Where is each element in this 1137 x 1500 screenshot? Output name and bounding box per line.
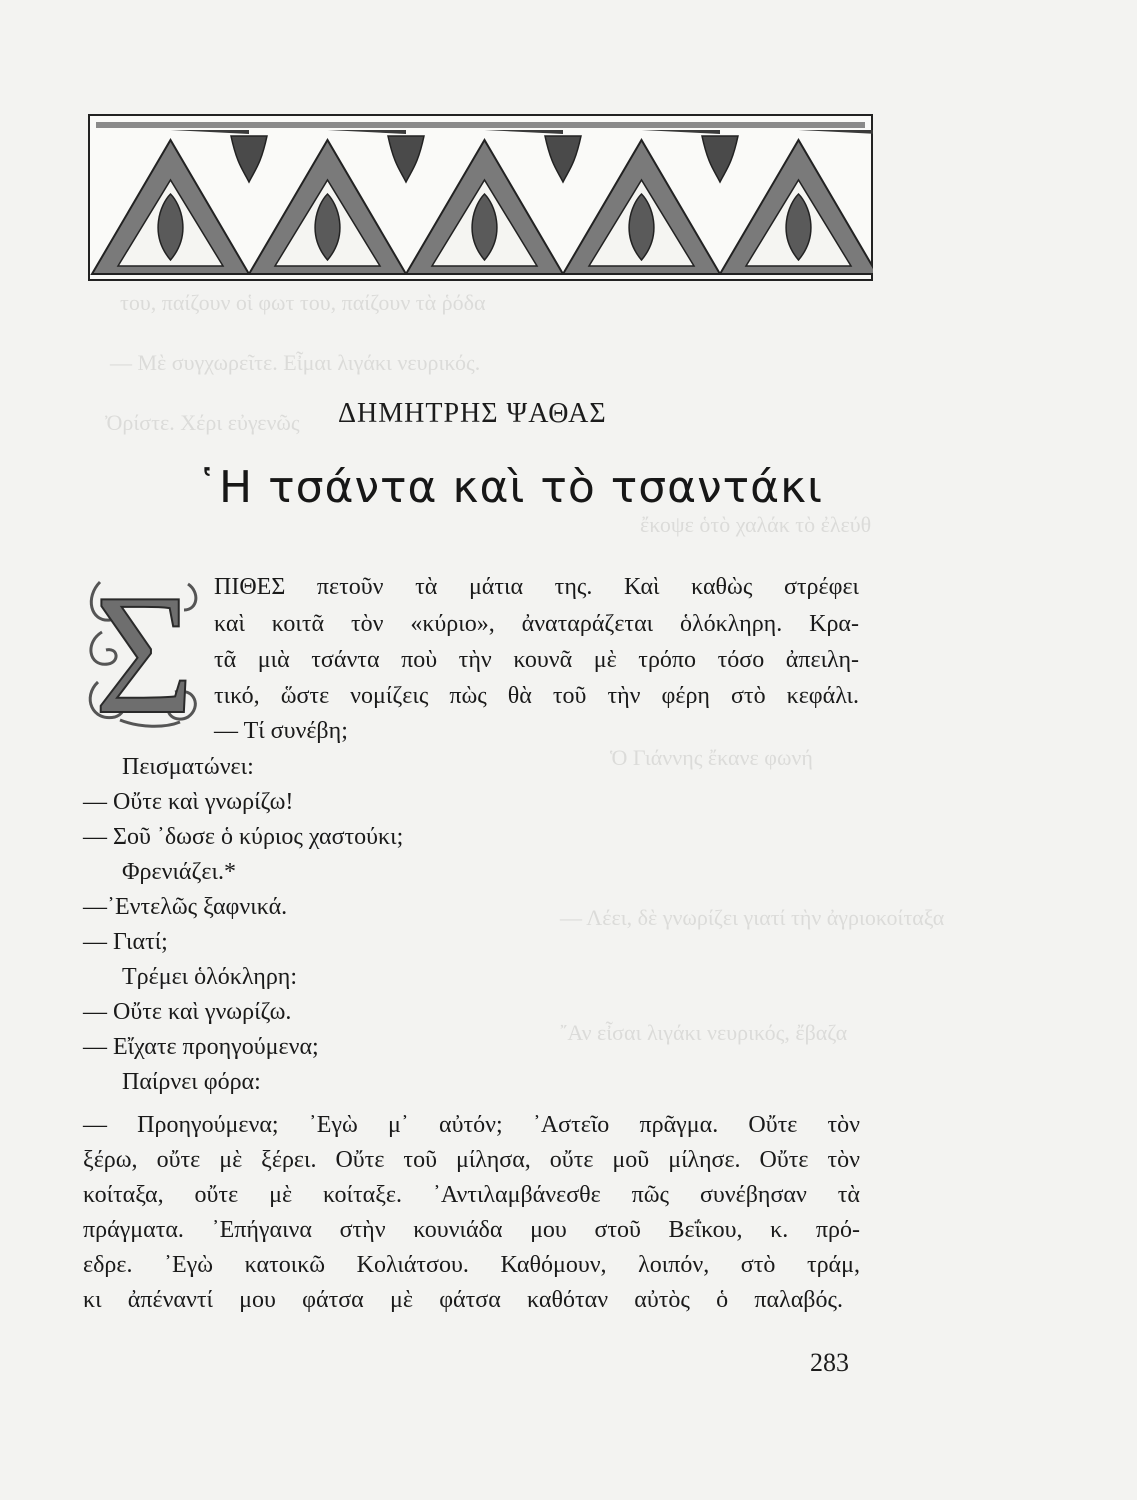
text-line: ξέρω, οὔτε μὲ ξέρει. Οὔτε τοῦ μίλησα, οὔτε μοῦ μίλησε. Οὔτε τὸν bbox=[83, 1147, 860, 1173]
text-line: — Σοῦ ᾽δωσε ὁ κύριος χαστούκι; bbox=[83, 824, 404, 850]
text-line: καὶ κοιτᾶ τὸν «κύριο», ἀναταράζεται ὁλόκληρη. Κρα- bbox=[214, 611, 859, 637]
story-title: ῾Η τσάντα καὶ τὸ τσαντάκι bbox=[196, 462, 823, 513]
text-line: Τρέμει ὁλόκληρη: bbox=[122, 964, 298, 990]
author-name: ΔΗΜΗΤΡΗΣ ΨΑΘΑΣ bbox=[338, 398, 607, 429]
text-line: κοίταξα, οὔτε μὲ κοίταξε. ᾽Αντιλαμβάνεσθε πῶς συνέβησαν τὰ bbox=[83, 1182, 860, 1208]
text-line: τικό, ὥστε νομίζεις πὼς θὰ τοῦ τὴν φέρη στὸ κεφάλι. bbox=[214, 683, 859, 709]
text-line: εδρε. ᾽Εγὼ κατοικῶ Κολιάτσου. Καθόμουν, λοιπόν, στὸ τράμ, bbox=[83, 1252, 860, 1278]
text-line: — Οὔτε καὶ γνωρίζω! bbox=[83, 789, 294, 815]
text-line: κι ἀπέναντί μου φάτσα μὲ φάτσα καθόταν αὐτὸς ὁ παλαβός. bbox=[83, 1287, 843, 1313]
text-line: τᾶ μιὰ τσάντα ποὺ τὴν κουνᾶ μὲ τρόπο τόσο ἀπειλη- bbox=[214, 647, 859, 673]
drop-cap-ornament bbox=[80, 562, 208, 730]
show-through-text: του, παίζουν οἱ φωτ του, παίζουν τὰ ῥόδα bbox=[120, 290, 486, 315]
show-through-text: — Μὲ συγχωρεῖτε. Εἶμαι λιγάκι νευρικός. bbox=[110, 350, 481, 375]
text-line: Φρενιάζει.* bbox=[122, 859, 236, 885]
text-line: — Προηγούμενα; ᾽Εγὼ μ᾽ αὐτόν; ᾽Αστεῖο πρᾶγμα. Οὔτε τὸν bbox=[83, 1112, 860, 1138]
drop-cap-letter: Σ bbox=[94, 562, 195, 730]
show-through-text: — Λέει, δὲ γνωρίζει γιατί τὴν ἀγριοκοίταξα bbox=[560, 905, 945, 930]
show-through-text: Ὁ Γιάννης ἔκανε φωνή bbox=[610, 745, 813, 770]
text-line: —᾽Εντελῶς ξαφνικά. bbox=[83, 894, 288, 920]
text-line: — Εἴχατε προηγούμενα; bbox=[83, 1034, 319, 1060]
text-line: — Οὔτε καὶ γνωρίζω. bbox=[83, 999, 292, 1025]
text-line: πράγματα. ᾽Επήγαινα στὴν κουνιάδα μου στοῦ Βεΐκου, κ. πρό- bbox=[83, 1217, 860, 1243]
text-line: Παίρνει φόρα: bbox=[122, 1069, 261, 1095]
text-line: ΠΙΘΕΣ πετοῦν τὰ μάτια της. Καὶ καθὼς στρέφει bbox=[214, 574, 859, 600]
show-through-text: ἔκοψε ὁτὸ χαλάκ τὸ ἐλεύθ bbox=[640, 512, 872, 537]
show-through-text: Ὀρίστε. Χέρι εὐγενῶς bbox=[105, 410, 300, 435]
text-line: Πεισματώνει: bbox=[122, 754, 254, 780]
ornamental-header-band bbox=[88, 114, 873, 281]
show-through-text: ῎Αν εἶσαι λιγάκι νευρικός, ἔβαζα bbox=[560, 1020, 848, 1045]
text-line: — Γιατί; bbox=[83, 929, 168, 955]
text-line: — Τί συνέβη; bbox=[214, 718, 348, 744]
page-number: 283 bbox=[810, 1348, 849, 1377]
